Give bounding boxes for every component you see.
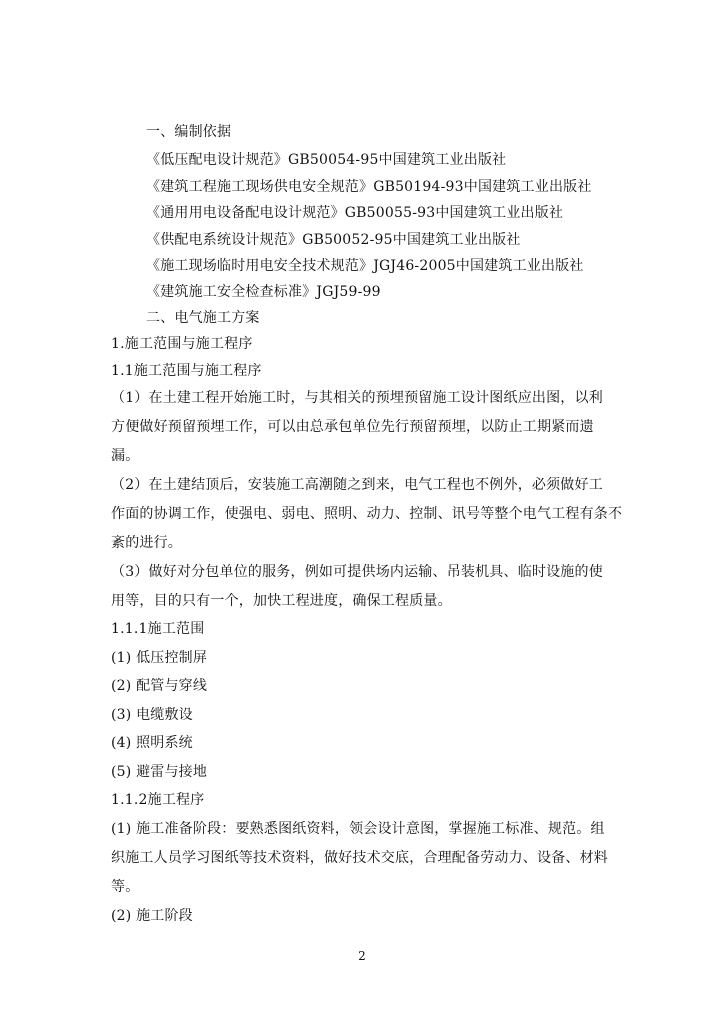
reference-item: 《低压配电设计规范》GB50054-95中国建筑工业出版社 [146, 152, 507, 168]
subsection-heading: 1.施工范围与施工程序 [111, 336, 253, 352]
section-heading-plan: 二、电气施工方案 [146, 310, 260, 326]
paragraph-line: 用等，目的只有一个，加快工程进度，确保工程质量。 [111, 593, 452, 609]
paragraph-line: (1) 施工准备阶段：要熟悉图纸资料，领会设计意图，掌握施工标准、规范。组 [111, 821, 605, 837]
reference-item: 《建筑工程施工现场供电安全规范》GB50194-93中国建筑工业出版社 [146, 179, 592, 195]
paragraph-line: 织施工人员学习图纸等技术资料，做好技术交底，合理配备劳动力、设备、材料 [111, 850, 608, 866]
list-item: (2) 配管与穿线 [111, 678, 208, 694]
reference-item: 《通用用电设备配电设计规范》GB50055-93中国建筑工业出版社 [146, 205, 564, 221]
reference-item: 《建筑施工安全检查标准》JGJ59-99 [146, 284, 381, 300]
list-item: (1) 低压控制屏 [111, 650, 208, 666]
paragraph-line: 作面的协调工作，使强电、弱电、照明、动力、控制、讯号等整个电气工程有条不 [111, 506, 623, 522]
list-item: (3) 电缆敷设 [111, 707, 193, 723]
paragraph-line: （2）在土建结顶后，安装施工高潮随之到来，电气工程也不例外，必须做好工 [111, 477, 603, 493]
paragraph-line: （3）做好对分包单位的服务，例如可提供场内运输、吊装机具、临时设施的使 [111, 564, 603, 580]
paragraph-line: 紊的进行。 [111, 535, 182, 551]
paragraph-line: （1）在土建工程开始施工时，与其相关的预埋预留施工设计图纸应出图，以利 [111, 390, 603, 406]
reference-item: 《供配电系统设计规范》GB50052-95中国建筑工业出版社 [146, 232, 521, 248]
page-number: 2 [358, 949, 366, 963]
subsection-heading: 1.1.1施工范围 [111, 621, 205, 637]
list-item: (4) 照明系统 [111, 735, 193, 751]
subsection-heading: 1.1施工范围与施工程序 [111, 363, 262, 379]
reference-item: 《施工现场临时用电安全技术规范》JGJ46-2005中国建筑工业出版社 [146, 258, 584, 274]
list-item: (2) 施工阶段 [111, 908, 193, 924]
subsection-heading: 1.1.2施工程序 [111, 792, 205, 808]
paragraph-line: 漏。 [111, 448, 140, 464]
paragraph-line: 等。 [111, 879, 140, 895]
list-item: (5) 避雷与接地 [111, 764, 208, 780]
paragraph-line: 方便做好预留预埋工作，可以由总承包单位先行预留预埋，以防止工期紧而遗 [111, 419, 594, 435]
section-heading-basis: 一、编制依据 [146, 124, 232, 140]
